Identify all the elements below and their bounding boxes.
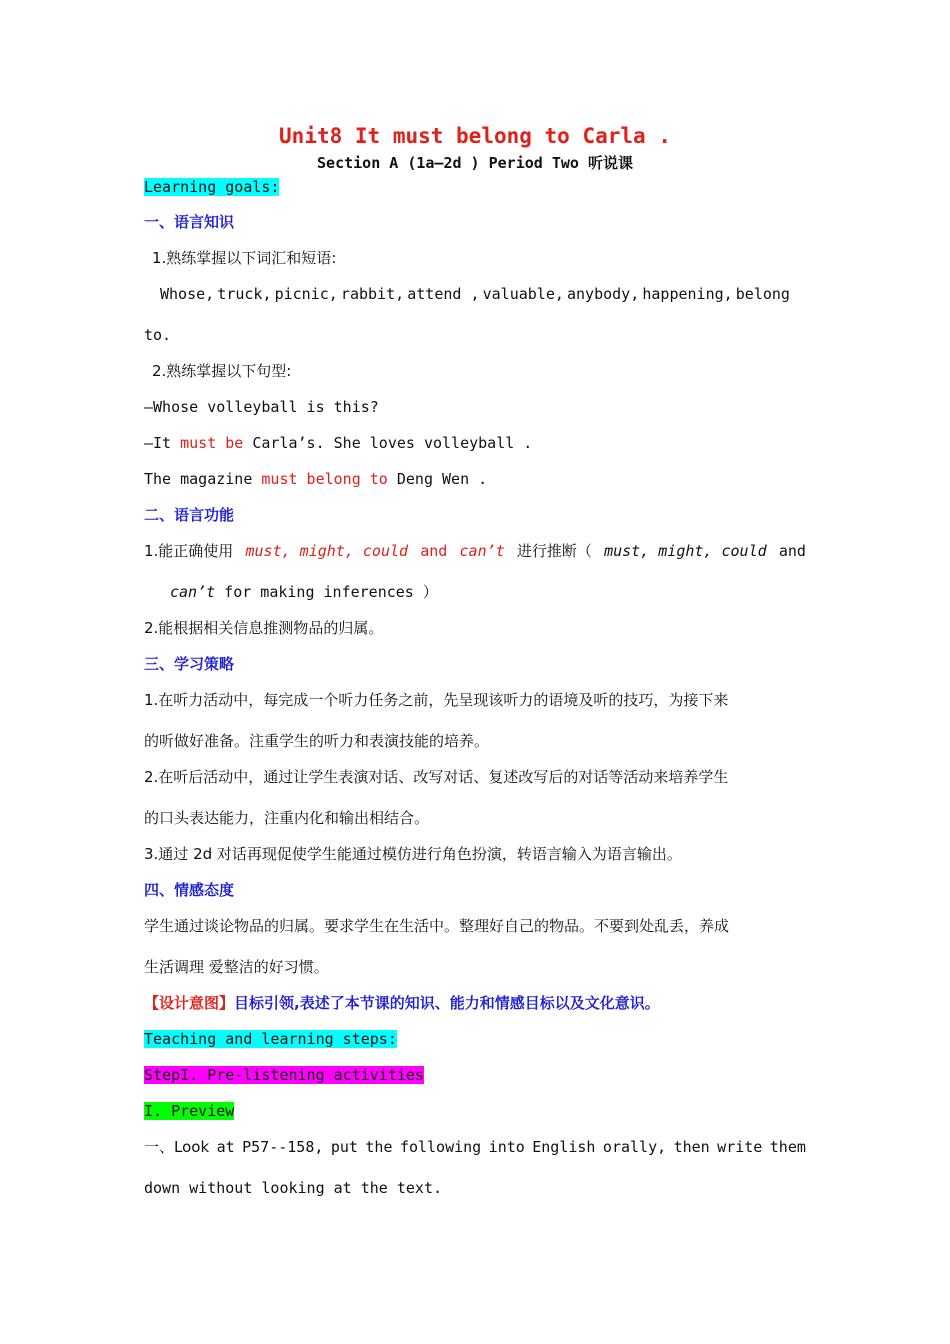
s2-item1-and-black: and (778, 542, 806, 560)
s2-item1-mid: 进行推断（ (516, 542, 592, 560)
s2-item1-modals-black: must, might, could (604, 542, 767, 560)
vocab-word: happening, (642, 285, 733, 303)
vocab-word: anybody, (567, 285, 640, 303)
page-title: Unit8 It must belong to Carla . (279, 124, 671, 148)
sentence-question: —Whose volleyball is this? (144, 398, 379, 416)
sentence-answer-pre: —It (144, 434, 181, 452)
task-word: then (673, 1138, 710, 1156)
sentence-magazine-pre: The magazine (144, 470, 262, 488)
task-word: English (532, 1138, 596, 1156)
task-word: 一、Look (144, 1138, 210, 1156)
sentence-answer-post: Carla’s. She loves volleyball . (243, 434, 533, 452)
sentence-magazine (144, 469, 487, 489)
step1-text: StepI. Pre-listening activities (144, 1066, 424, 1084)
step1-label (144, 1065, 424, 1085)
s2-item1-cant: can’t (459, 542, 505, 560)
teaching-steps-label (144, 1029, 397, 1049)
s2-item1-modals: must, might, could (245, 542, 409, 560)
s2-item1-pre: 1.能正确使用 (144, 542, 234, 560)
sentence-answer-key: must be (180, 434, 244, 452)
task-word: at (216, 1138, 235, 1156)
design-intent-text: 目标引领,表述了本节课的知识、能力和情感目标以及文化意识。 (234, 994, 660, 1012)
vocab-word: Whose, (160, 285, 215, 303)
preview-label (144, 1101, 234, 1121)
s1-item2: 2.熟练掌握以下句型: (152, 362, 292, 380)
sentence-magazine-key: must belong to (261, 470, 388, 488)
design-intent-tag: 【设计意图】 (144, 994, 235, 1012)
s3-item2-line2: 的口头表达能力，注重内化和输出相结合。 (144, 809, 430, 827)
task-word: P57--158, (242, 1138, 324, 1156)
s1-item1: 1.熟练掌握以下词汇和短语: (152, 249, 337, 267)
task-line2: down without looking at the text. (144, 1179, 443, 1197)
section-heading-language-function: 二、语言功能 (144, 506, 235, 524)
s3-item3: 3.通过 2d 对话再现促使学生能通过模仿进行角色扮演，转语言输入为语言输出。 (144, 845, 682, 863)
vocab-word: attend , (407, 285, 480, 303)
page-subtitle: Section A (1a—2d ) Period Two 听说课 (317, 154, 633, 172)
vocab-list (160, 284, 790, 304)
section-heading-attitude: 四、情感态度 (144, 881, 235, 899)
teaching-steps-text: Teaching and learning steps: (144, 1030, 397, 1048)
task-word: into (488, 1138, 525, 1156)
task-word: orally, (602, 1138, 667, 1156)
preview-text: I. Preview (144, 1102, 235, 1120)
learning-goals-label (144, 177, 279, 197)
vocab-word: belong (735, 285, 790, 303)
sentence-magazine-post: Deng Wen . (387, 470, 488, 488)
s3-item1-line2: 的听做好准备。注重学生的听力和表演技能的培养。 (144, 732, 490, 750)
s2-item1-rest: for making inferences ） (215, 583, 438, 601)
s3-item2-line1: 2.在听后活动中，通过让学生表演对话、改写对话、复述改写后的对话等活动来培养学生 (144, 768, 729, 786)
section-heading-learning-strategy: 三、学习策略 (144, 655, 235, 673)
s3-item1-line1: 1.在听力活动中，每完成一个听力任务之前，先呈现该听力的语境及听的技巧，为接下来 (144, 691, 729, 709)
section-heading-language-knowledge: 一、语言知识 (144, 213, 235, 231)
vocab-word: rabbit, (340, 285, 405, 303)
learning-goals-text: Learning goals: (144, 178, 280, 196)
s2-item1-line1 (144, 541, 806, 561)
s4-text-line2: 生活调理 爱整洁的好习惯。 (144, 958, 329, 976)
task-line1 (144, 1137, 806, 1157)
task-word: put (330, 1138, 358, 1156)
vocab-word: truck, (217, 285, 272, 303)
s2-item2: 2.能根据相关信息推测物品的归属。 (144, 619, 384, 637)
s2-item1-cant-black: can’t (170, 583, 216, 601)
vocab-word: valuable, (482, 285, 564, 303)
vocab-word: picnic, (274, 285, 338, 303)
task-word: following (399, 1138, 482, 1156)
vocab-list-end: to. (144, 326, 172, 344)
sentence-answer (144, 433, 532, 453)
task-word: them (769, 1138, 806, 1156)
s4-text-line1: 学生通过谈论物品的归属。要求学生在生活中。整理好自己的物品。不要到处乱丢，养成 (144, 917, 730, 935)
task-word: write (717, 1138, 763, 1156)
s2-item1-line2 (170, 582, 438, 602)
design-intent (144, 993, 660, 1013)
s2-item1-and: and (420, 542, 448, 560)
task-word: the (365, 1138, 393, 1156)
